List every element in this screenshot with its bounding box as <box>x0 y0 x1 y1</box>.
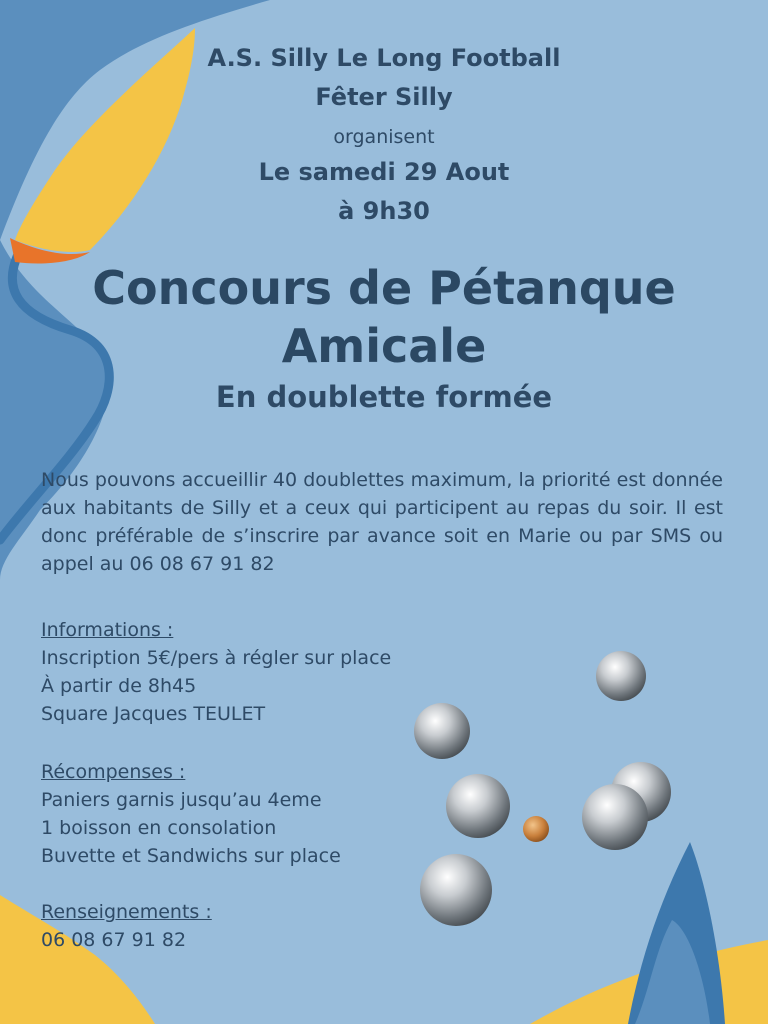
event-time: à 9h30 <box>338 197 430 225</box>
organizer-name-2: Fêter Silly <box>315 83 453 111</box>
organizer-name-1: A.S. Silly Le Long Football <box>207 44 561 72</box>
event-subtitle: En doublette formée <box>215 380 553 414</box>
recompenses-heading: Récompenses : <box>41 761 186 783</box>
recompense-line: Paniers garnis jusqu’au 4eme <box>41 789 322 811</box>
informations-heading: Informations : <box>41 619 174 641</box>
info-line: À partir de 8h45 <box>41 675 197 697</box>
info-line: Square Jacques TEULET <box>41 703 266 725</box>
info-line: Inscription 5€/pers à régler sur place <box>41 647 392 669</box>
renseignements-section <box>41 898 212 954</box>
recompense-line: Buvette et Sandwichs sur place <box>41 845 341 867</box>
event-title-line-1: Concours de Pétanque <box>92 261 676 315</box>
intro-paragraph: Nous pouvons accueillir 40 doublettes maximum, la priorité est donnée aux habitants de Silly et a ceux qui participent au repas du soir. Il est donc préférable de s’inscrire par avance soit en Marie ou par SMS ou appel au 06 08 67 91 82 <box>41 469 723 575</box>
recompenses-section <box>41 758 341 870</box>
contact-phone: 06 08 67 91 82 <box>41 929 187 951</box>
event-date: Le samedi 29 Aout <box>258 158 510 186</box>
renseignements-heading: Renseignements : <box>41 901 212 923</box>
event-title-line-2: Amicale <box>281 319 487 373</box>
recompense-line: 1 boisson en consolation <box>41 817 277 839</box>
informations-section <box>41 616 391 728</box>
organize-word: organisent <box>333 126 435 148</box>
